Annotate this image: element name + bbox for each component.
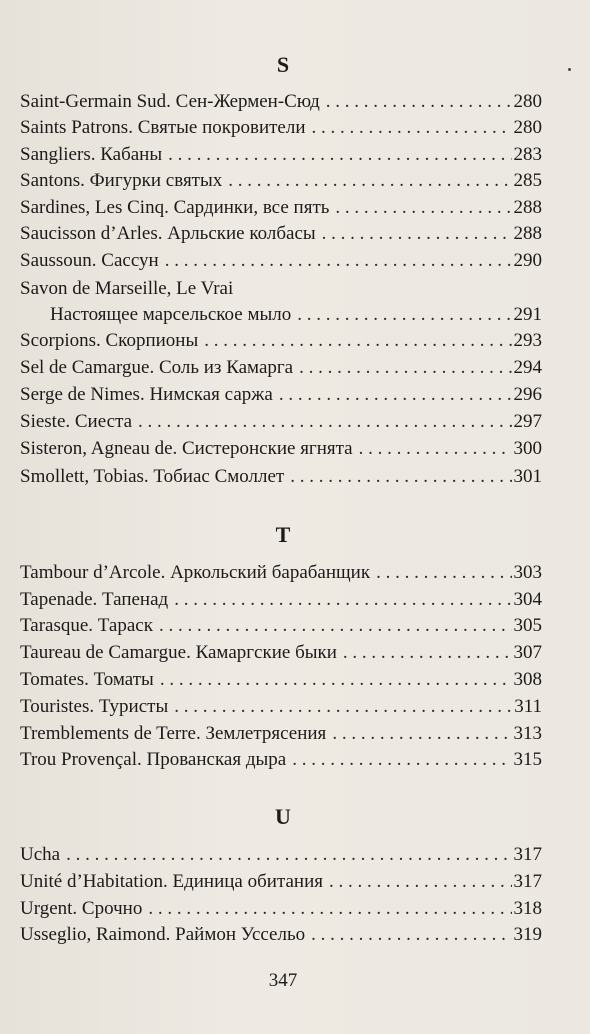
index-entry — [20, 869, 542, 895]
entry-title: Sieste. Сиеста — [20, 411, 133, 432]
entry-title-line1: Savon de Marseille, Le Vrai — [20, 278, 234, 299]
dot-leader — [335, 195, 511, 221]
print-speck — [568, 68, 571, 71]
entry-title: Настоящее марсельское мыло — [50, 304, 292, 325]
entry-page: 280 — [513, 117, 542, 138]
entry-title: Usseglio, Raimond. Раймон Уссельо — [20, 924, 306, 945]
entry-page: 319 — [513, 924, 542, 945]
dot-leader — [165, 248, 512, 274]
entry-page: 280 — [513, 91, 542, 112]
entry-title: Scorpions. Скорпионы — [20, 330, 199, 351]
dot-leader — [138, 409, 511, 435]
entry-page: 288 — [513, 223, 542, 244]
entry-page: 303 — [513, 562, 542, 583]
index-entry — [20, 747, 542, 773]
dot-leader — [292, 747, 511, 773]
dot-leader — [290, 464, 511, 490]
dot-leader — [297, 302, 511, 328]
index-entry — [20, 842, 542, 868]
dot-leader — [312, 115, 512, 141]
dot-leader — [332, 721, 511, 747]
dot-leader — [159, 613, 512, 639]
entry-title: Tarasque. Тараск — [20, 615, 153, 636]
entry-title: Serge de Nimes. Нимская саржа — [20, 384, 273, 405]
entry-page: 288 — [513, 197, 542, 218]
entry-title: Touristes. Туристы — [20, 696, 169, 717]
dot-leader — [66, 842, 511, 868]
dot-leader — [359, 436, 512, 462]
entry-title: Tapenade. Тапенад — [20, 589, 169, 610]
index-entry — [20, 464, 542, 490]
entry-page: 293 — [513, 330, 542, 351]
entry-title: Sisteron, Agneau de. Систеронские ягнята — [20, 438, 353, 459]
entry-page: 285 — [513, 170, 542, 191]
index-entry — [50, 302, 542, 328]
index-entry — [20, 721, 542, 747]
index-entry — [20, 640, 542, 666]
dot-leader — [168, 142, 511, 168]
dot-leader — [174, 694, 512, 720]
dot-leader — [228, 168, 511, 194]
dot-leader — [279, 382, 512, 408]
entry-page: 311 — [514, 696, 542, 717]
entry-title: Saint-Germain Sud. Сен-Жермен-Сюд — [20, 91, 320, 112]
entry-page: 307 — [513, 642, 542, 663]
entry-page: 318 — [513, 898, 542, 919]
index-entry — [20, 248, 542, 274]
entry-title: Saussoun. Сассун — [20, 250, 159, 271]
index-entry — [20, 560, 542, 586]
entry-title: Urgent. Срочно — [20, 898, 143, 919]
entry-title: Ucha — [20, 844, 61, 865]
entry-title: Unité d’Habitation. Единица обитания — [20, 871, 323, 892]
index-entry — [20, 168, 542, 194]
index-entry — [20, 355, 542, 381]
entry-page: 300 — [513, 438, 542, 459]
index-entry — [20, 896, 542, 922]
entry-title: Tremblements de Terre. Землетрясения — [20, 723, 327, 744]
index-entry — [20, 667, 542, 693]
index-entry — [20, 382, 542, 408]
entry-page: 291 — [513, 304, 542, 325]
dot-leader — [343, 640, 512, 666]
entry-page: 315 — [513, 749, 542, 770]
entry-page: 305 — [513, 615, 542, 636]
index-entry — [20, 142, 542, 168]
dot-leader — [322, 221, 512, 247]
dot-leader — [311, 922, 511, 948]
entry-page: 313 — [513, 723, 542, 744]
entry-title: Saints Patrons. Святые покровители — [20, 117, 306, 138]
index-entry — [20, 587, 542, 613]
entry-title: Taureau de Camargue. Камаргские быки — [20, 642, 337, 663]
dot-leader — [148, 896, 511, 922]
entry-title: Sel de Camargue. Соль из Камарга — [20, 357, 294, 378]
entry-page: 283 — [513, 144, 542, 165]
dot-leader — [174, 587, 511, 613]
index-entry — [20, 328, 542, 354]
entry-title: Trou Provençal. Прованская дыра — [20, 749, 287, 770]
dot-leader — [299, 355, 511, 381]
index-entry — [20, 89, 542, 115]
index-entry — [20, 195, 542, 221]
index-entry — [20, 409, 542, 435]
entry-title: Santons. Фигурки святых — [20, 170, 223, 191]
index-entry — [20, 613, 542, 639]
entry-title: Sardines, Les Cinq. Сардинки, все пять — [20, 197, 330, 218]
index-entry — [20, 436, 542, 462]
index-entry — [20, 922, 542, 948]
page-number: 347 — [268, 970, 298, 991]
entry-title: Smollett, Tobias. Тобиас Смоллет — [20, 466, 285, 487]
dot-leader — [326, 89, 512, 115]
entry-page: 317 — [513, 844, 542, 865]
entry-page: 290 — [513, 250, 542, 271]
entry-page: 296 — [513, 384, 542, 405]
section-heading-t: T — [275, 522, 291, 547]
entry-title: Tomates. Томаты — [20, 669, 154, 690]
dot-leader — [204, 328, 511, 354]
entry-page: 308 — [513, 669, 542, 690]
section-heading-s: S — [276, 52, 290, 77]
entry-title: Sangliers. Кабаны — [20, 144, 163, 165]
dot-leader — [376, 560, 511, 586]
index-entry — [20, 694, 542, 720]
entry-page: 294 — [513, 357, 542, 378]
entry-page: 304 — [513, 589, 542, 610]
entry-title: Saucisson d’Arles. Арльские колбасы — [20, 223, 316, 244]
entry-page: 297 — [513, 411, 542, 432]
dot-leader — [160, 667, 512, 693]
index-entry — [20, 115, 542, 141]
index-entry — [20, 221, 542, 247]
entry-page: 301 — [513, 466, 542, 487]
entry-page: 317 — [513, 871, 542, 892]
dot-leader — [329, 869, 512, 895]
entry-title: Tambour d’Arcole. Аркольский барабанщик — [20, 562, 371, 583]
section-heading-u: U — [275, 804, 291, 829]
